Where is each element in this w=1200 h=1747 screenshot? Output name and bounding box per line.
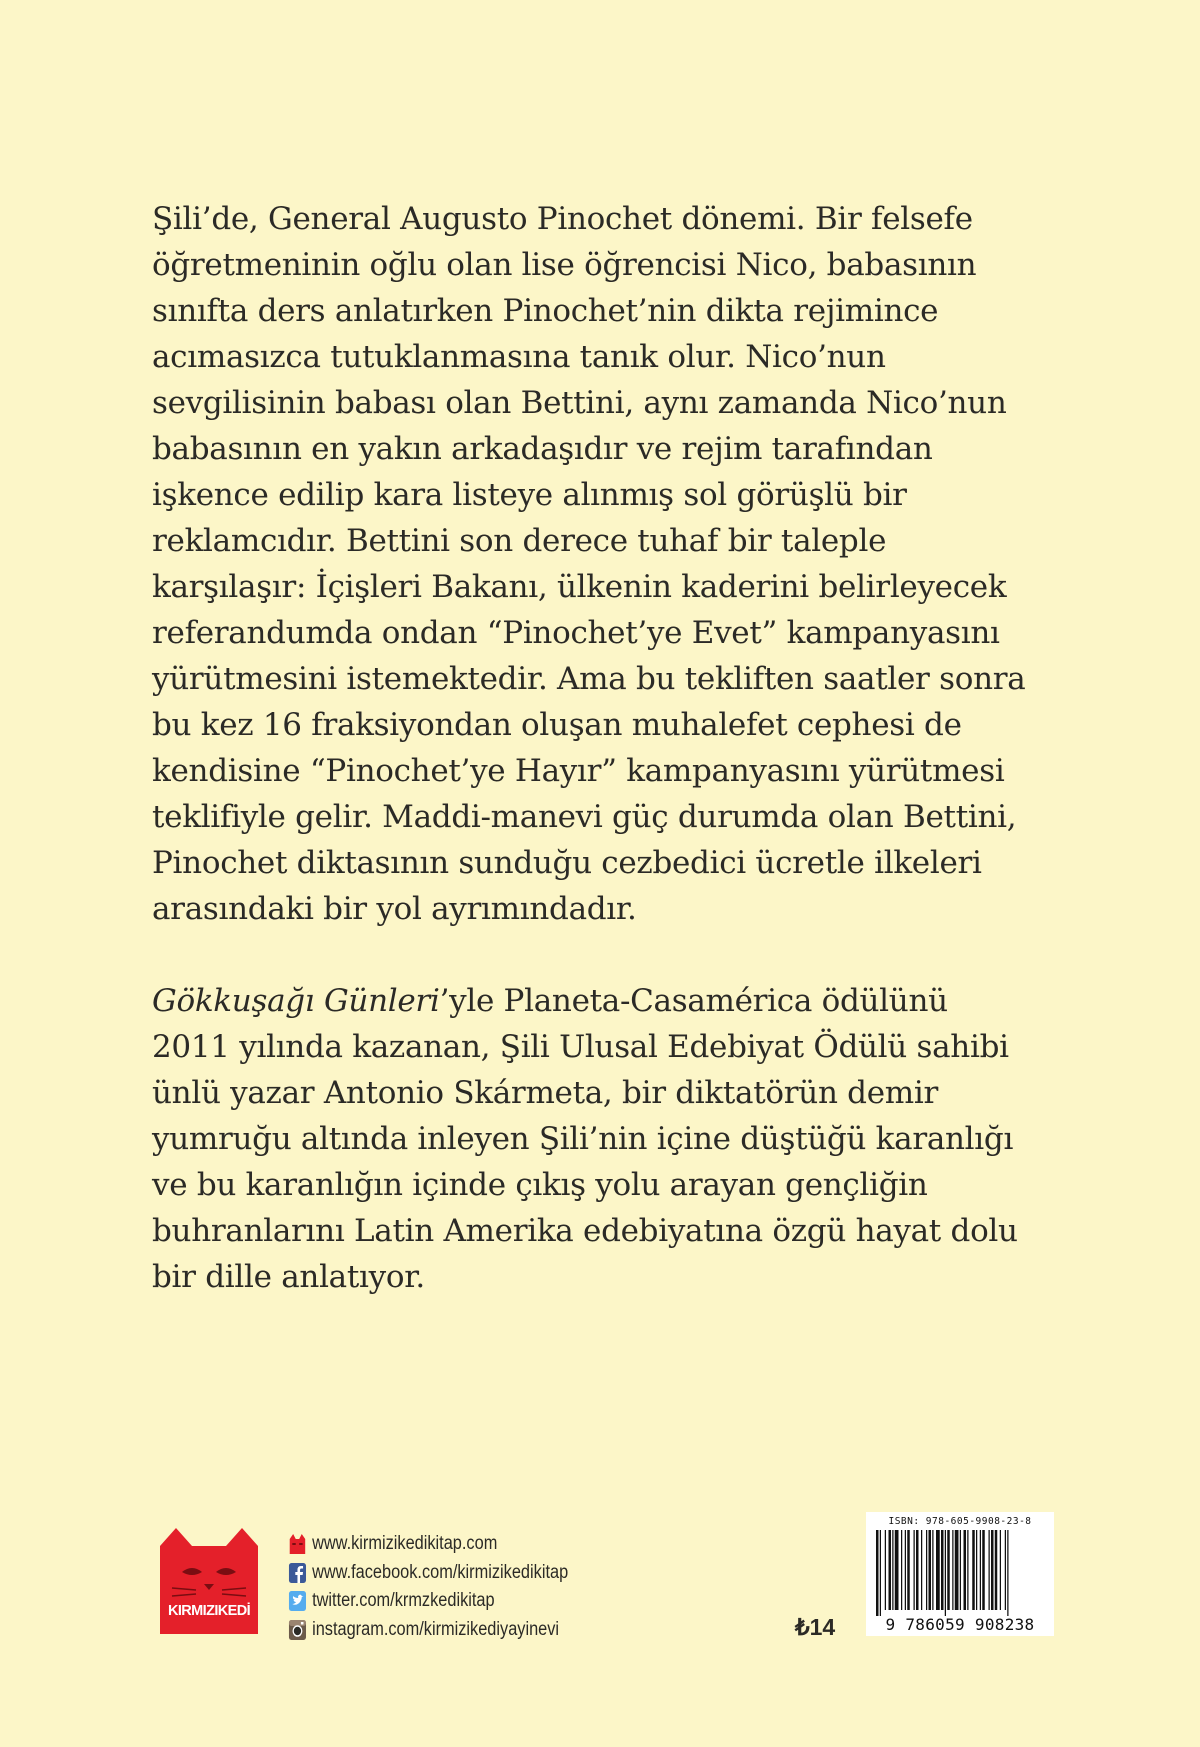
- twitter-link-text: twitter.com/krmzkedikitap: [312, 1590, 495, 1612]
- twitter-link[interactable]: [288, 1587, 568, 1616]
- barcode-bar: [914, 1530, 915, 1610]
- barcode-bar: [989, 1530, 990, 1610]
- barcode-bar: [921, 1530, 922, 1610]
- barcode-bar: [1007, 1530, 1008, 1616]
- barcode-bar: [932, 1530, 933, 1610]
- book-title-italic: Gökkuşağı Günleri: [152, 983, 440, 1019]
- barcode-bar: [905, 1530, 906, 1610]
- blurb-paragraph-1: Şili’de, General Augusto Pinochet dönemi. Bir felsefe öğretmeninin oğlu olan lise öğrencisi Nico, babasının sınıfta ders anlatırken Pinochet’nin dikta rejimince acımasızca tutuklanmasına tanık olur. Nico’nun sevgilisinin babası olan Bettini, aynı zamanda Nico’nun babasının en yakın arkadaşıdır ve rejim tarafından işkence edilip kara listeye alınmış sol görüşlü bir reklamcıdır. Bettini son derece tuhaf bir taleple karşılaşır: İçişleri Bakanı, ülkenin kaderini belirleyecek referandumda ondan “Pinochet’ye Evet” kampanyasını yürütmesini istemektedir. Ama bu tekliften saatler sonra bu kez 16 fraksiyondan oluşan muhalefet cephesi de kendisine “Pinochet’ye Hayır” kampanyasını yürütmesi teklifiyle gelir. Maddi-manevi güç durumda olan Bettini, Pinochet diktasının sunduğu cezbedici ücretle ilkeleri arasındaki bir yol ayrımındadır.: [152, 201, 1026, 927]
- isbn-barcode: [866, 1512, 1054, 1636]
- facebook-link[interactable]: [288, 1559, 568, 1588]
- blurb-paragraph-2: [152, 978, 1032, 1300]
- barcode-bar: [926, 1530, 927, 1610]
- website-link-text: www.kirmizikedikitap.com: [312, 1533, 498, 1555]
- barcode-bar: [1000, 1530, 1001, 1610]
- back-cover-blurb: [152, 196, 1032, 1300]
- barcode-bar: [936, 1530, 940, 1610]
- blurb-paragraph-2-text: ’yle Planeta-Casamérica ödülünü 2011 yılında kazanan, Şili Ulusal Edebiyat Ödülü sahibi ünlü yazar Antonio Skármeta, bir diktatörün demir yumruğu altında inleyen Şili’nin içine düştüğü karanlığı ve bu karanlığın içinde çıkış yolu arayan gençliğin buhranlarını Latin Amerika edebiyatına özgü hayat dolu bir dille anlatıyor.: [152, 983, 1018, 1295]
- barcode-bar: [955, 1530, 959, 1610]
- barcode-bar: [991, 1530, 994, 1610]
- isbn-label: ISBN: 978-605-9908-23-8: [888, 1516, 1032, 1527]
- barcode-bar: [880, 1530, 881, 1616]
- twitter-icon: [288, 1591, 307, 1612]
- barcode-bar: [947, 1530, 950, 1610]
- facebook-icon: [288, 1562, 307, 1583]
- barcode-bar: [980, 1530, 981, 1610]
- barcode-bars: [876, 1530, 1044, 1616]
- barcode-bar: [945, 1530, 946, 1616]
- barcode-bar: [901, 1530, 902, 1610]
- barcode-bar: [976, 1530, 977, 1610]
- barcode-bar: [889, 1530, 892, 1610]
- barcode-bar: [967, 1530, 968, 1610]
- barcode-bar: [907, 1530, 910, 1610]
- barcode-bar: [952, 1530, 953, 1610]
- isbn-number: 9 786059 908238: [885, 1615, 1035, 1634]
- barcode-bar: [895, 1530, 899, 1610]
- barcode-bar: [941, 1530, 944, 1610]
- barcode-bar: [960, 1530, 961, 1610]
- barcode-bar: [1005, 1530, 1006, 1610]
- publisher-logo: [152, 1526, 266, 1634]
- price: ₺14: [795, 1614, 836, 1640]
- barcode-bar: [995, 1530, 998, 1610]
- barcode-bar: [885, 1530, 886, 1610]
- barcode-bar: [929, 1530, 932, 1610]
- instagram-icon: [288, 1619, 307, 1640]
- barcode-bar: [964, 1530, 967, 1610]
- publisher-logo-text: KIRMIZIKEDİ: [167, 1603, 250, 1619]
- barcode-bar: [972, 1530, 975, 1610]
- barcode-bar: [982, 1530, 985, 1610]
- facebook-link-text: www.facebook.com/kirmizikedikitap: [312, 1561, 569, 1583]
- social-links: [288, 1530, 568, 1644]
- instagram-link[interactable]: [288, 1616, 568, 1645]
- barcode-bar: [916, 1530, 919, 1610]
- website-link[interactable]: [288, 1530, 568, 1559]
- barcode-bar: [892, 1530, 893, 1610]
- instagram-link-text: instagram.com/kirmizikediyayinevi: [312, 1618, 560, 1640]
- cat-small-icon: [288, 1534, 307, 1555]
- barcode-bar: [876, 1530, 879, 1616]
